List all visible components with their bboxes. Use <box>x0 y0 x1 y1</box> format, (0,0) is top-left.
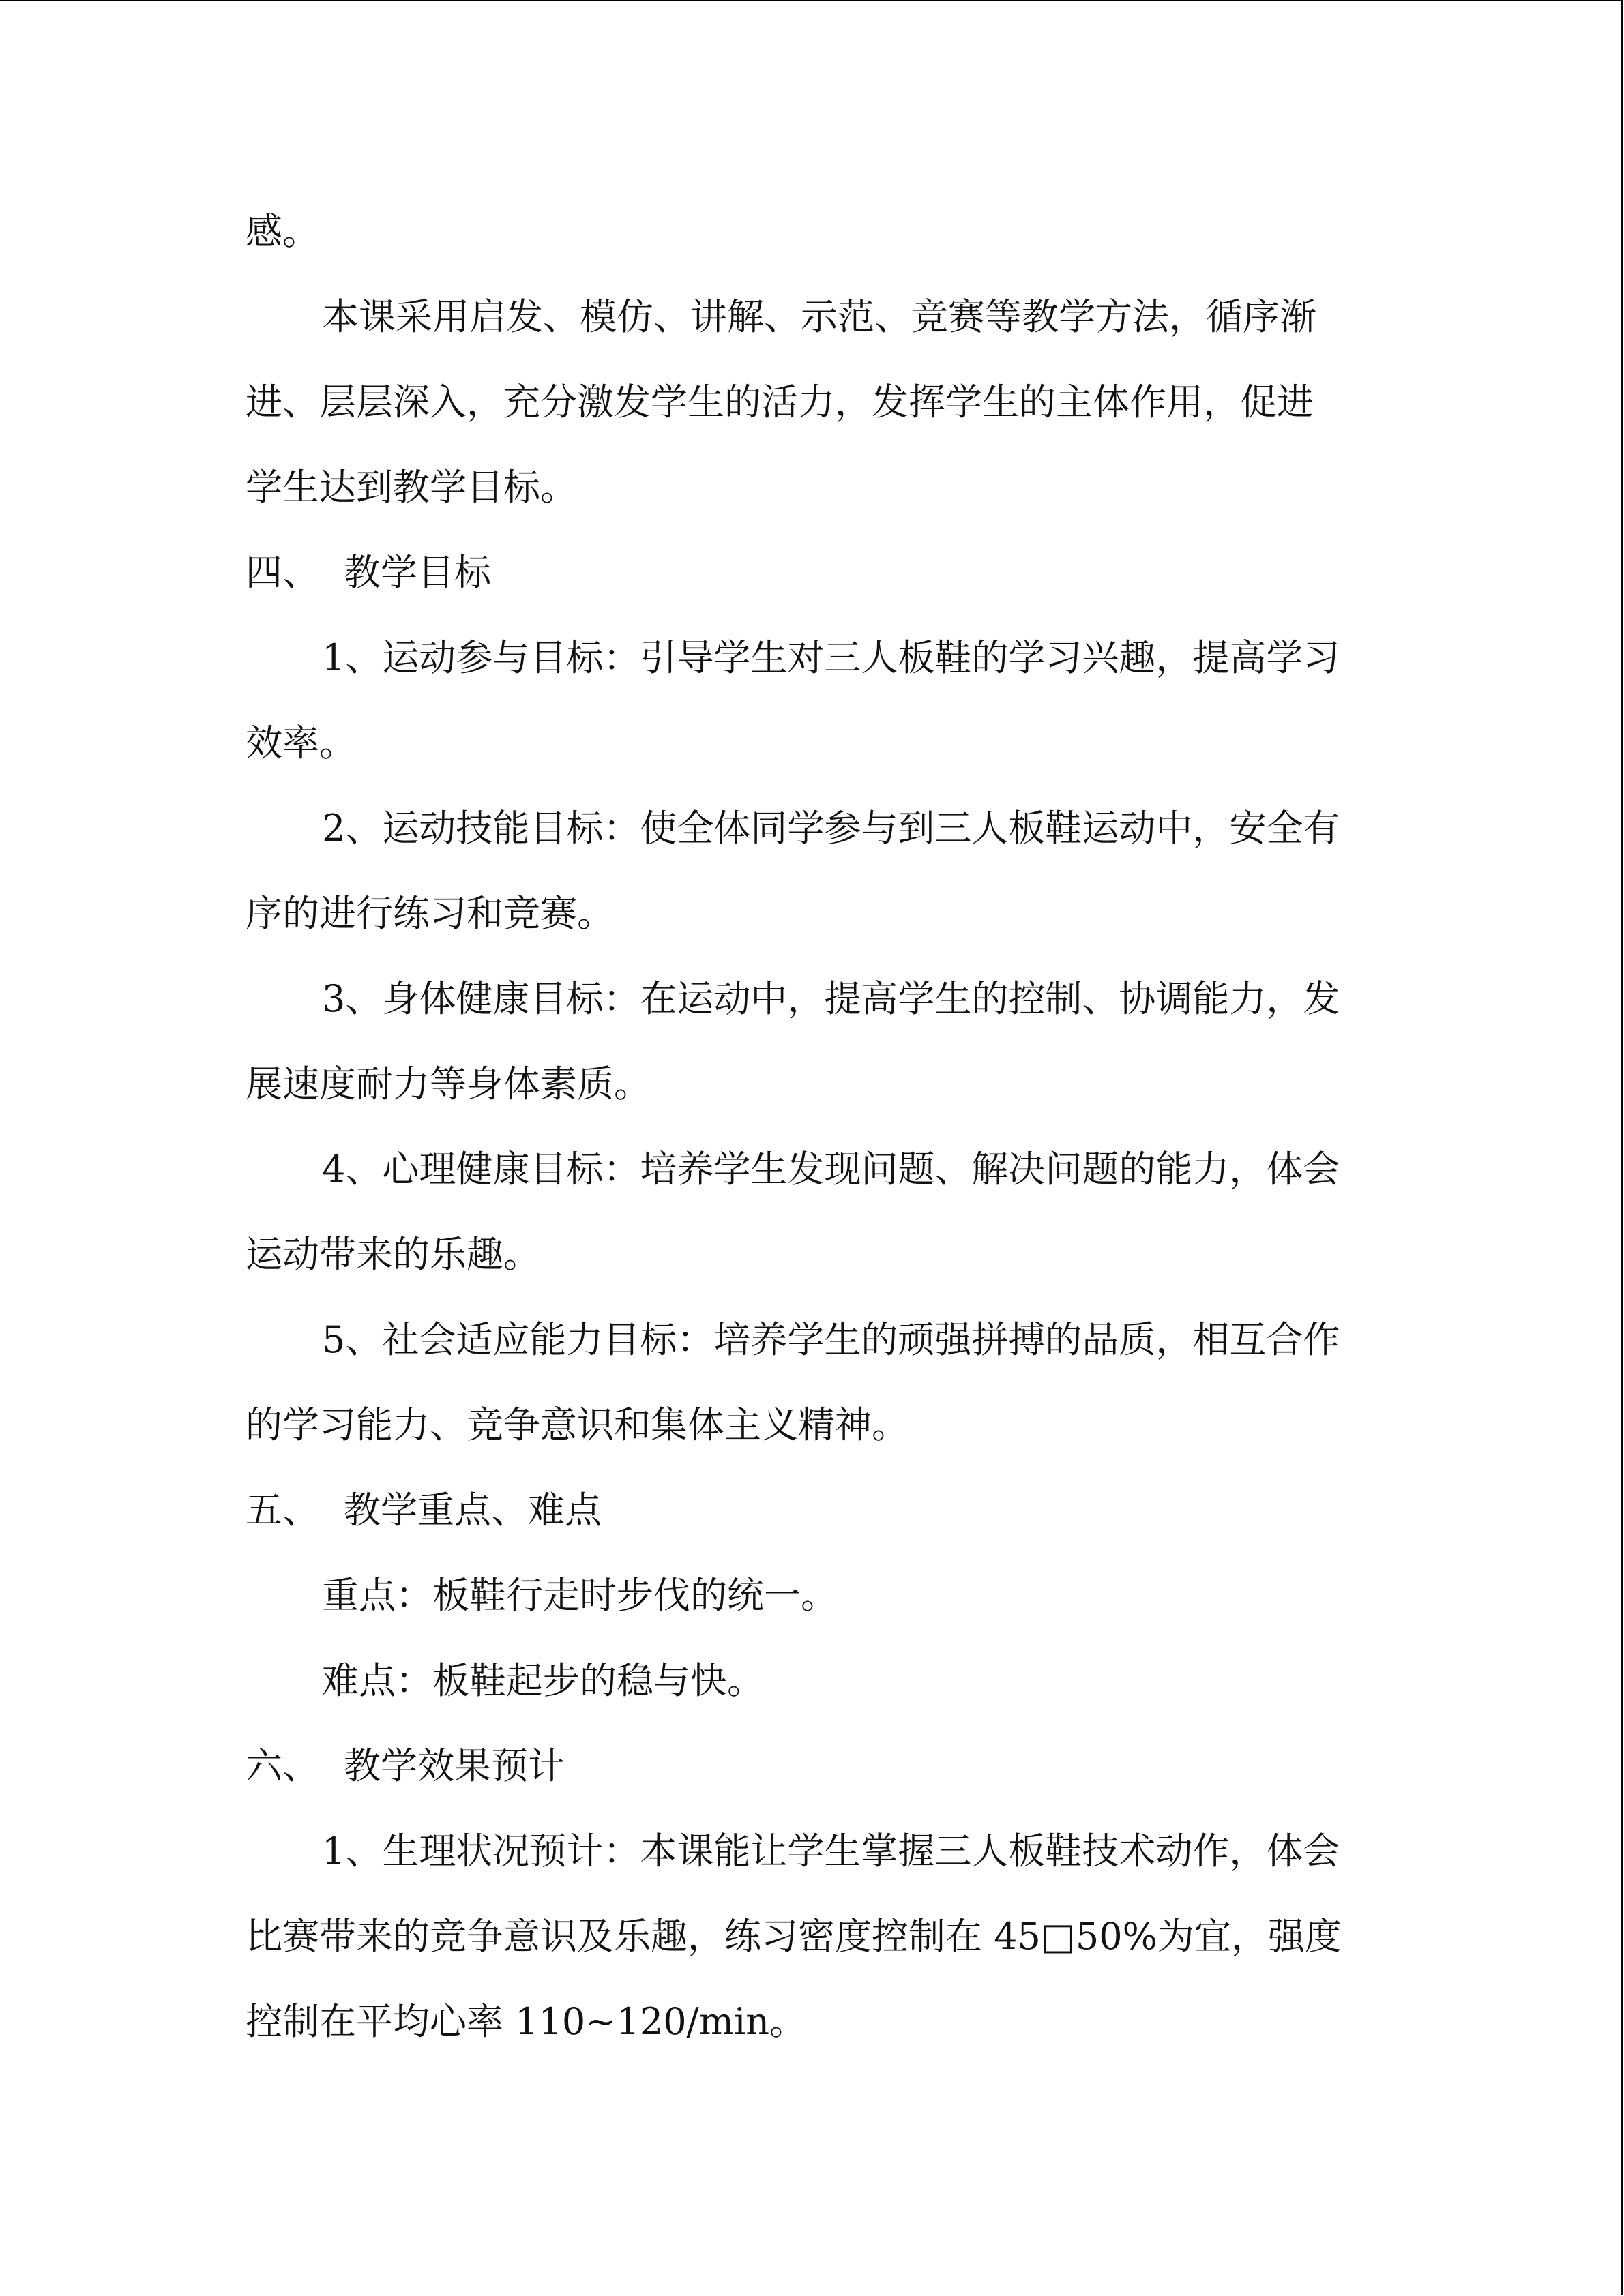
paragraph-line: 序的进行练习和竞赛。 <box>246 892 614 935</box>
section-heading-expected-effect <box>246 1739 565 1793</box>
paragraph-line: 比赛带来的竞争意识及乐趣，练习密度控制在 45□50%为宜，强度 <box>246 1915 1342 1958</box>
paragraph-line: 的学习能力、竞争意识和集体主义精神。 <box>246 1403 909 1446</box>
paragraph-line: 展速度耐力等身体素质。 <box>246 1062 651 1105</box>
paragraph-line: 2、运动技能目标：使全体同学参与到三人板鞋运动中，安全有 <box>322 807 1340 850</box>
paragraph-line: 运动带来的乐趣。 <box>246 1233 540 1276</box>
paragraph-line: 本课采用启发、模仿、讲解、示范、竞赛等教学方法，循序渐 <box>322 295 1316 338</box>
paragraph-line: 4、心理健康目标：培养学生发现问题、解决问题的能力，体会 <box>322 1148 1340 1191</box>
section-title: 教学重点、难点 <box>344 1489 602 1532</box>
paragraph-line: 1、运动参与目标：引导学生对三人板鞋的学习兴趣，提高学习 <box>322 636 1340 679</box>
paragraph-line: 5、社会适应能力目标：培养学生的顽强拼搏的品质，相互合作 <box>322 1318 1340 1361</box>
section-number: 五、 <box>246 1489 319 1532</box>
paragraph-line: 控制在平均心率 110~120/min。 <box>246 2000 806 2043</box>
section-number: 六、 <box>246 1744 319 1787</box>
paragraph-line: 学生达到教学目标。 <box>246 466 577 509</box>
paragraph-line: 进、层层深入，充分激发学生的活力，发挥学生的主体作用，促进 <box>246 381 1314 423</box>
paragraph-line: 感。 <box>246 210 319 253</box>
section-title: 教学效果预计 <box>344 1744 565 1787</box>
section-heading-key-points <box>246 1483 602 1538</box>
paragraph-line: 3、身体健康目标：在运动中，提高学生的控制、协调能力，发 <box>322 977 1340 1020</box>
paragraph-line: 难点：板鞋起步的稳与快。 <box>322 1659 764 1702</box>
section-number: 四、 <box>246 551 319 594</box>
section-title: 教学目标 <box>344 551 491 594</box>
paragraph-line: 重点：板鞋行走时步伐的统一。 <box>322 1574 838 1617</box>
paragraph-line: 效率。 <box>246 721 356 764</box>
section-heading-objectives <box>246 546 491 600</box>
paragraph-line: 1、生理状况预计：本课能让学生掌握三人板鞋技术动作，体会 <box>322 1830 1340 1873</box>
